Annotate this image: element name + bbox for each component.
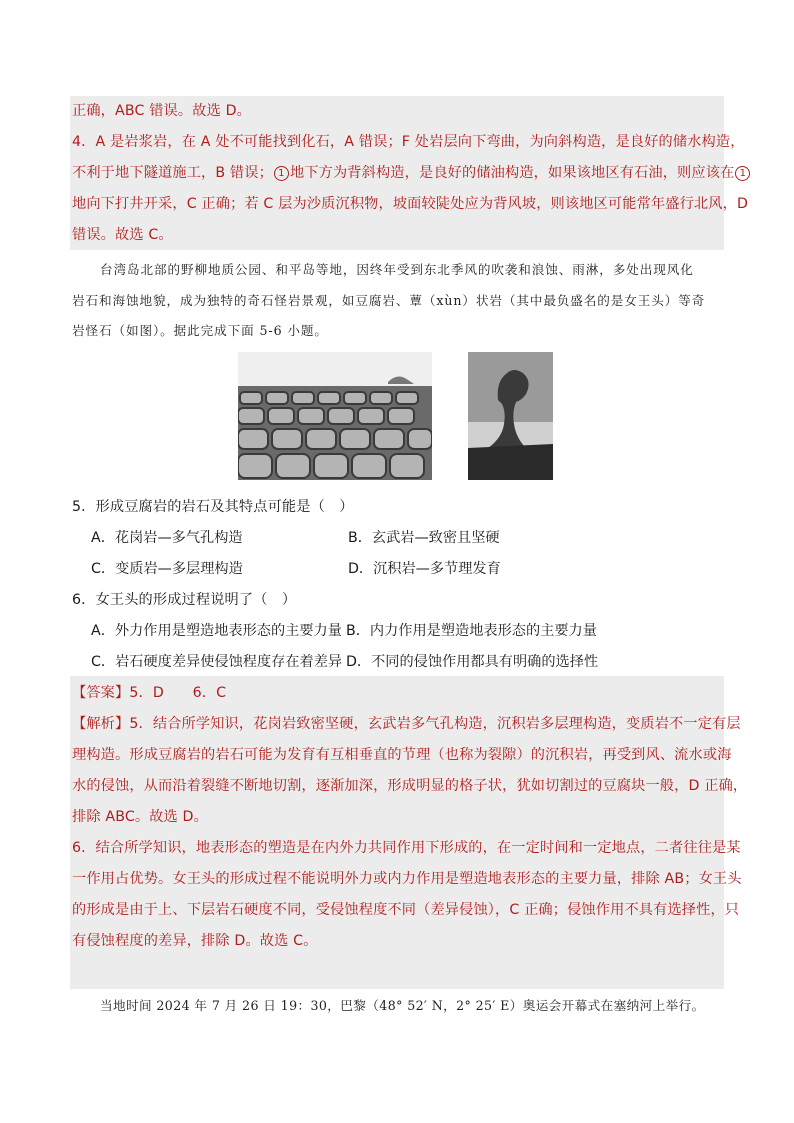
queens-head-illustration xyxy=(468,352,553,480)
q5-option-a: A．花岗岩—多气孔构造 xyxy=(91,530,243,546)
analysis-line: 水的侵蚀，从而沿着裂缝不断地切割，逐渐加深，形成明显的格子状，犹如切割过的豆腐块一般，D 正确， xyxy=(72,778,748,794)
next-passage-line: 当地时间 2024 年 7 月 26 日 19：30，巴黎（48° 52′ N，2° 25′ E）奥运会开幕式在塞纳河上举行。 xyxy=(100,998,705,1013)
question-5-stem: 5．形成豆腐岩的岩石及其特点可能是（ ） xyxy=(72,499,354,515)
answer-label: 【答案】 xyxy=(72,685,130,701)
analysis-line: 6．结合所学知识，地表形态的塑造是在内外力共同作用下形成的，在一定时间和一定地点，二者往往是某 xyxy=(72,840,741,856)
tofu-rock-illustration xyxy=(238,352,432,480)
analysis-line: 理构造。形成豆腐岩的岩石可能为发育有互相垂直的节理（也称为裂隙）的沉积岩，再受到风、流水或海 xyxy=(72,747,732,763)
circled-number-icon: 1 xyxy=(274,166,289,181)
passage-line: 岩怪石（如图）。据此完成下面 5-6 小题。 xyxy=(72,323,328,338)
q5-option-b: B．玄武岩—致密且坚硬 xyxy=(348,530,500,546)
q4-text-segment: 地下方为背斜构造，是良好的储油构造，如果该地区有石油，则应该在 xyxy=(289,165,735,181)
q4-explanation-line: 4．A 是岩浆岩，在 A 处不可能找到化石，A 错误；F 处岩层向下弯曲，为向斜构造，是良好的储水构造， xyxy=(72,134,745,150)
analysis-line: 排除 ABC。故选 D。 xyxy=(72,809,208,825)
q5-option-c: C．变质岩—多层理构造 xyxy=(91,561,243,577)
q4-explanation-line: 地向下打井开采，C 正确；若 C 层为沙质沉积物，坡面较陡处应为背风坡，则该地区可能常年盛行北风，D xyxy=(72,196,749,212)
analysis-line xyxy=(72,714,741,734)
answer-text-line: 正确，ABC 错误。故选 D。 xyxy=(72,103,251,119)
question-6-stem: 6．女王头的形成过程说明了（ ） xyxy=(72,592,297,608)
passage-line: 岩石和海蚀地貌，成为独特的奇石怪岩景观，如豆腐岩、蕈（xùn）状岩（其中最负盛名的是女王头）等奇 xyxy=(72,293,706,308)
passage-line: 台湾岛北部的野柳地质公园、和平岛等地，因终年受到东北季风的吹袭和浪蚀、雨淋，多处出现风化 xyxy=(100,262,694,277)
answer-line xyxy=(72,683,726,703)
q6-option-c: C．岩石硬度差异使侵蚀程度存在着差异 xyxy=(91,654,343,670)
q5-option-d: D．沉积岩—多节理发育 xyxy=(348,561,501,577)
tofu-rock-photo xyxy=(238,352,432,480)
analysis-line: 有侵蚀程度的差异，排除 D。故选 C。 xyxy=(72,933,318,949)
queens-head-photo xyxy=(468,352,553,480)
answer-value: 5．D 6．C xyxy=(129,685,227,701)
analysis-line: 的形成是由于上、下层岩石硬度不同，受侵蚀程度不同（差异侵蚀），C 正确；侵蚀作用不具有选择性，只 xyxy=(72,902,740,918)
circled-number-icon: 1 xyxy=(735,166,750,181)
q6-option-a: A．外力作用是塑造地表形态的主要力量 xyxy=(91,623,342,639)
q4-explanation-line: 错误。故选 C。 xyxy=(72,227,173,243)
q6-option-b: B．内力作用是塑造地表形态的主要力量 xyxy=(346,623,597,639)
q4-explanation-line xyxy=(72,163,747,183)
analysis-label: 【解析】 xyxy=(72,716,130,732)
analysis-text: 5．结合所学知识，花岗岩致密坚硬，玄武岩多气孔构造，沉积岩多层理构造，变质岩不一定有层 xyxy=(129,716,741,732)
analysis-line: 一作用占优势。女王头的形成过程不能说明外力或内力作用是塑造地表形态的主要力量，排除 AB；女王头 xyxy=(72,871,742,887)
q4-text-segment: 不利于地下隧道施工，B 错误； xyxy=(72,165,273,181)
q6-option-d: D．不同的侵蚀作用都具有明确的选择性 xyxy=(346,654,599,670)
